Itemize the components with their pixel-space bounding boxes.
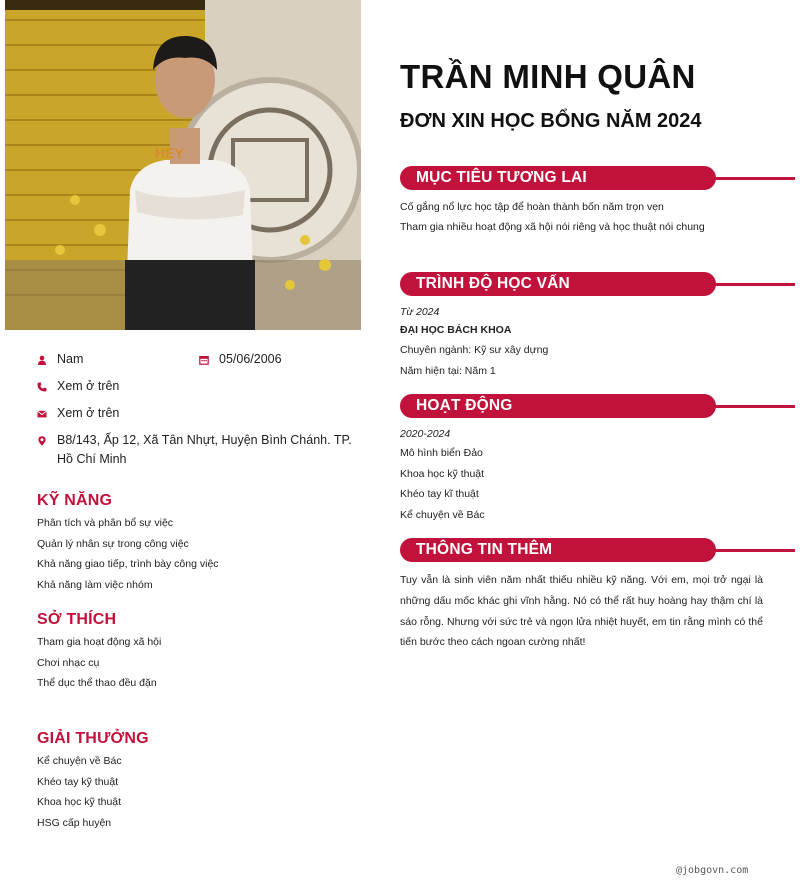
candidate-name: TRẦN MINH QUÂN (400, 58, 696, 95)
envelope-icon (37, 404, 57, 423)
more-info-text: Tuy vẫn là sinh viên năm nhất thiếu nhiều kỹ năng. Với em, mọi trở ngại là những dấu mốc khác ghi vĩnh hằng. Nó có thể rất huy hoàng hay thậm chí là sáo rỗng. Nhưng với sức trẻ và ngọn lửa nhiệt huyết, em tin rằng mình có thể tiến bước theo cách ngoan cường nhất! (400, 574, 763, 649)
contact-address (37, 431, 357, 469)
phone-value: Xem ở trên (57, 379, 120, 393)
map-pin-icon (37, 431, 57, 450)
list-item: Tham gia hoạt động xã hội (37, 636, 162, 648)
more-info-heading: THÔNG TIN THÊM (416, 541, 553, 558)
section-pill (400, 538, 716, 562)
contact-phone (37, 377, 357, 396)
list-item: Khéo tay kỹ thuật (37, 775, 119, 788)
list-item: Khoa học kỹ thuật (37, 796, 122, 809)
list-item: Khả năng làm việc nhóm (37, 578, 153, 591)
section-pill (400, 272, 716, 296)
education-school: ĐẠI HỌC BÁCH KHOA (400, 324, 512, 336)
activities-section-bar (400, 394, 795, 418)
list-item: Mô hình biển Đảo (400, 447, 483, 459)
more-info-section-bar (400, 538, 795, 562)
education-heading: TRÌNH ĐỘ HỌC VẤN (416, 275, 570, 292)
gender-value: Nam (57, 352, 84, 366)
skills-list (37, 516, 219, 598)
goals-heading: MỤC TIÊU TƯƠNG LAI (416, 169, 587, 186)
skills-heading: KỸ NĂNG (37, 492, 113, 509)
document-subtitle: ĐƠN XIN HỌC BỔNG NĂM 2024 (400, 110, 702, 132)
list-item: Khoa học kỹ thuật (400, 467, 485, 480)
hobbies-list (37, 635, 161, 697)
contact-birthdate (199, 350, 359, 369)
education-period: Từ 2024 (400, 306, 440, 318)
education-major: Chuyên ngành: Kỹ sư xây dựng (400, 344, 549, 356)
list-item: Thể dục thể thao đều đặn (37, 677, 157, 690)
goal-item: Tham gia nhiều hoạt động xã hội nói riêng và học thuật nói chung (400, 221, 705, 233)
awards-list (37, 754, 122, 836)
contact-email (37, 404, 357, 423)
hobbies-heading: SỞ THÍCH (37, 611, 117, 628)
svg-text:HEY: HEY (155, 145, 184, 161)
contact-gender (37, 350, 197, 369)
activities-list (400, 446, 485, 528)
activities-heading: HOẠT ĐỘNG (416, 397, 513, 414)
education-section-bar (400, 272, 795, 296)
address-value: B8/143, Ấp 12, Xã Tân Nhựt, Huyện Bình Chánh. TP. Hồ Chí Minh (57, 433, 352, 466)
list-item: Chơi nhạc cụ (37, 656, 100, 669)
list-item: Kể chuyện về Bác (400, 508, 485, 521)
list-item: HSG cấp huyện (37, 816, 112, 829)
section-pill (400, 394, 716, 418)
list-item: Khéo tay kĩ thuật (400, 488, 479, 500)
list-item: Khả năng giao tiếp, trình bày công việc (37, 558, 219, 571)
birthdate-value: 05/06/2006 (219, 352, 282, 366)
section-pill (400, 166, 716, 190)
phone-icon (37, 377, 57, 396)
goal-item: Cố gắng nổ lực học tập để hoàn thành bốn năm trọn vẹn (400, 201, 664, 213)
profile-photo (5, 0, 361, 330)
watermark: @jobgovn.com (676, 865, 749, 876)
person-icon (37, 350, 57, 369)
list-item: Kể chuyện về Bác (37, 755, 122, 767)
calendar-icon (199, 350, 219, 369)
list-item: Phân tích và phân bổ sự việc (37, 517, 174, 529)
education-year: Năm hiện tại: Năm 1 (400, 365, 496, 377)
activities-period: 2020-2024 (400, 428, 451, 440)
awards-heading: GIẢI THƯỞNG (37, 730, 149, 747)
goals-section-bar (400, 166, 795, 190)
list-item: Quản lý nhân sự trong công việc (37, 537, 189, 550)
email-value: Xem ở trên (57, 406, 120, 420)
